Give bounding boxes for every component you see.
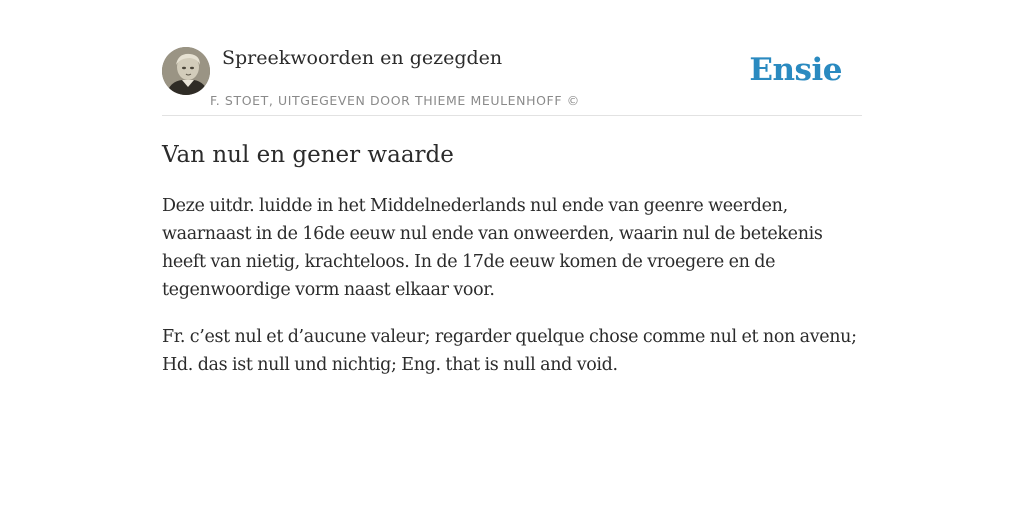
portrait-icon: [162, 47, 210, 95]
entry-paragraph: Fr. c’est nul et d’aucune valeur; regarder quelque chose comme nul et non avenu; Hd. das ist null und nichtig; Eng. that is null and void.: [162, 327, 857, 375]
entry-title: Van nul en gener waarde: [162, 142, 454, 168]
entry-paragraph: Deze uitdr. luidde in het Middelnederlands nul ende van geenre weerden, waarnaast in de 16de eeuw nul ende van onweerden, waarin nul de betekenis heeft van nietig, krachteloos. In de 17de eeuw komen de vroegere en de tegenwoordige vorm naast elkaar voor.: [162, 196, 823, 300]
entry-body: [162, 192, 862, 398]
page-container: [162, 0, 862, 375]
source-header: [162, 0, 862, 116]
source-title[interactable]: Spreekwoorden en gezegden: [222, 47, 503, 69]
brand-logo-link[interactable]: Ensie: [749, 52, 842, 88]
author-avatar[interactable]: [162, 47, 210, 95]
source-credit: F. STOET, UITGEGEVEN DOOR THIEME MEULENHOFF ©: [210, 93, 580, 108]
